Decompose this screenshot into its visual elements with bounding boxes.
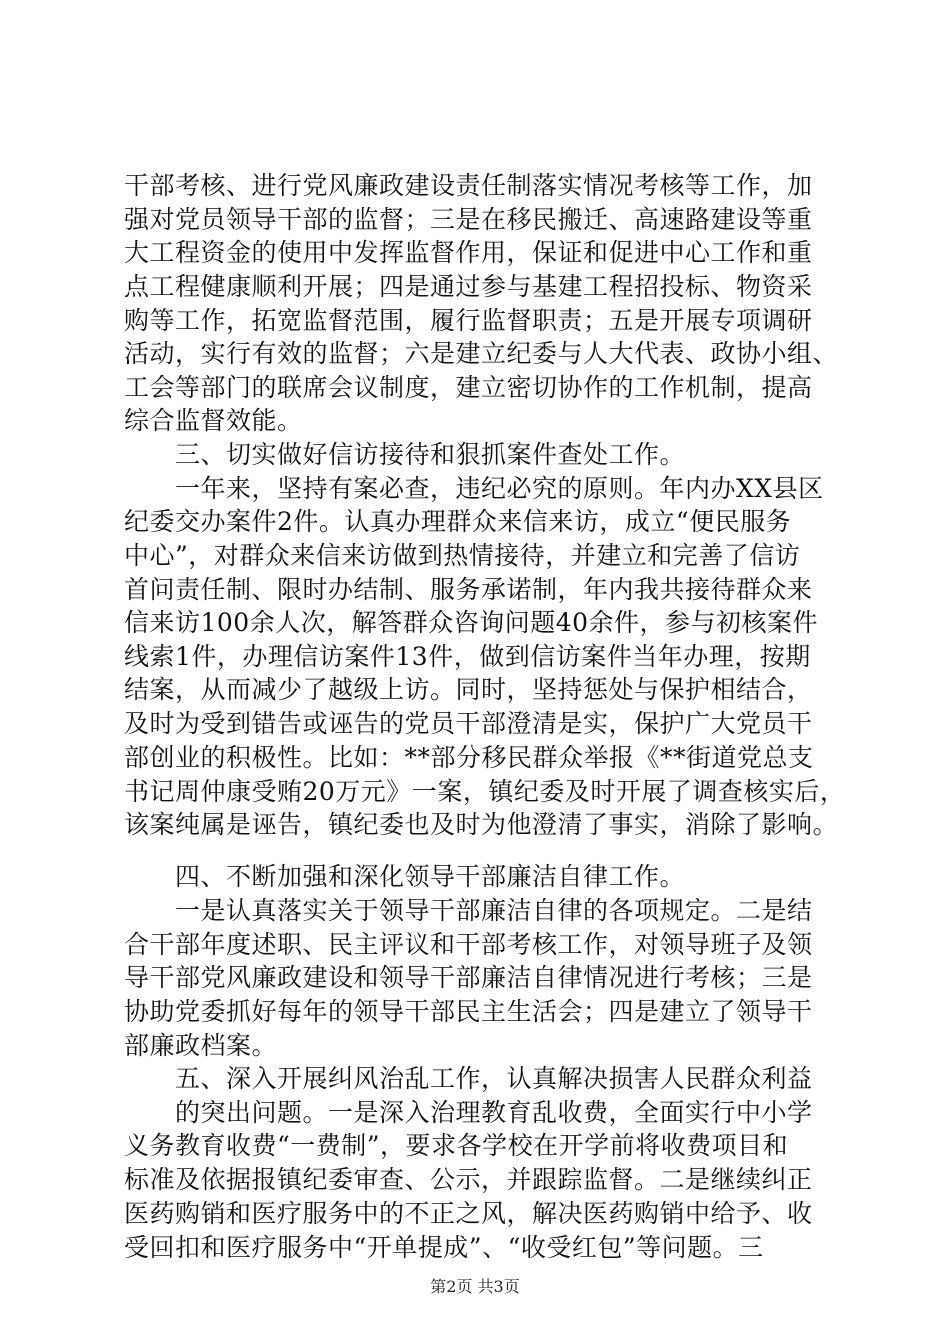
text-line: 一年来，坚持有案必查，违纪必究的原则。年内办XX县区 <box>124 474 824 503</box>
text-line: 综合监督效能。 <box>124 406 303 435</box>
text-line: 五、深入开展纠风治乱工作，认真解决损害人民群众利益 <box>124 1064 813 1093</box>
text-line: 纪委交办案件2件。认真办理群众来信来访，成立“便民服务 <box>124 507 792 536</box>
text-line: 导干部党风廉政建设和领导干部廉洁自律情况进行考核；三是 <box>124 963 813 992</box>
text-line: 部廉政档案。 <box>124 1031 278 1060</box>
text-line: 合干部年度述职、民主评议和干部考核工作，对领导班子及领 <box>124 930 813 959</box>
text-line: 标准及依据报镇纪委审查、公示，并跟踪监督。二是继续纠正 <box>124 1165 813 1194</box>
text-line: 首问责任制、限时办结制、服务承诺制，年内我共接待群众来 <box>124 575 813 604</box>
text-line: 协助党委抓好每年的领导干部民主生活会；四是建立了领导干 <box>124 997 813 1026</box>
text-line: 结案，从而减少了越级上访。同时，坚持惩处与保护相结合， <box>124 675 813 704</box>
text-line: 工会等部门的联席会议制度，建立密切协作的工作机制，提高 <box>124 373 813 402</box>
text-line: 中心”，对群众来信来访做到热情接待，并建立和完善了信访 <box>124 541 801 570</box>
text-line: 线索1件，办理信访案件13件，做到信访案件当年办理，按期 <box>124 642 811 671</box>
text-line: 义务教育收费“一费制”，要求各学校在开学前将收费项目和 <box>124 1131 789 1160</box>
text-line: 购等工作，拓宽监督范围，履行监督职责；五是开展专项调研 <box>124 306 813 335</box>
text-line: 书记周仲康受贿20万元》一案，镇纪委及时开展了调查核实后， <box>124 777 846 806</box>
text-line: 干部考核、进行党风廉政建设责任制落实情况考核等工作，加 <box>124 171 813 200</box>
text-line: 信来访100余人次，解答群众咨询问题40余件，参与初核案件 <box>124 608 819 637</box>
text-line: 活动，实行有效的监督；六是建立纪委与人大代表、政协小组、 <box>124 339 839 368</box>
text-line: 三、切实做好信访接待和狠抓案件查处工作。 <box>124 440 686 469</box>
text-line: 及时为受到错告或诬告的党员干部澄清是实，保护广大党员干 <box>124 709 813 738</box>
text-line: 受回扣和医疗服务中“开单提成”、“收受红包”等问题。三 <box>124 1233 764 1262</box>
text-line: 一是认真落实关于领导干部廉洁自律的各项规定。二是结 <box>124 896 813 925</box>
text-line: 大工程资金的使用中发挥监督作用，保证和促进中心工作和重 <box>124 238 813 267</box>
text-line: 四、不断加强和深化领导干部廉洁自律工作。 <box>124 862 686 891</box>
text-line: 医药购销和医疗服务中的不正之风，解决医药购销中给予、收 <box>124 1199 813 1228</box>
text-line: 部创业的积极性。比如：**部分移民群众举报《**街道党总支 <box>124 743 814 772</box>
text-line: 点工程健康顺利开展；四是通过参与基建工程招投标、物资采 <box>124 272 813 301</box>
text-line: 强对党员领导干部的监督；三是在移民搬迁、高速路建设等重 <box>124 205 813 234</box>
page-footer: 第2页 共3页 <box>430 1277 520 1296</box>
text-line: 该案纯属是诬告，镇纪委也及时为他澄清了事实，消除了影响。 <box>124 810 839 839</box>
text-line: 的突出问题。一是深入治理教育乱收费，全面实行中小学 <box>124 1098 813 1127</box>
